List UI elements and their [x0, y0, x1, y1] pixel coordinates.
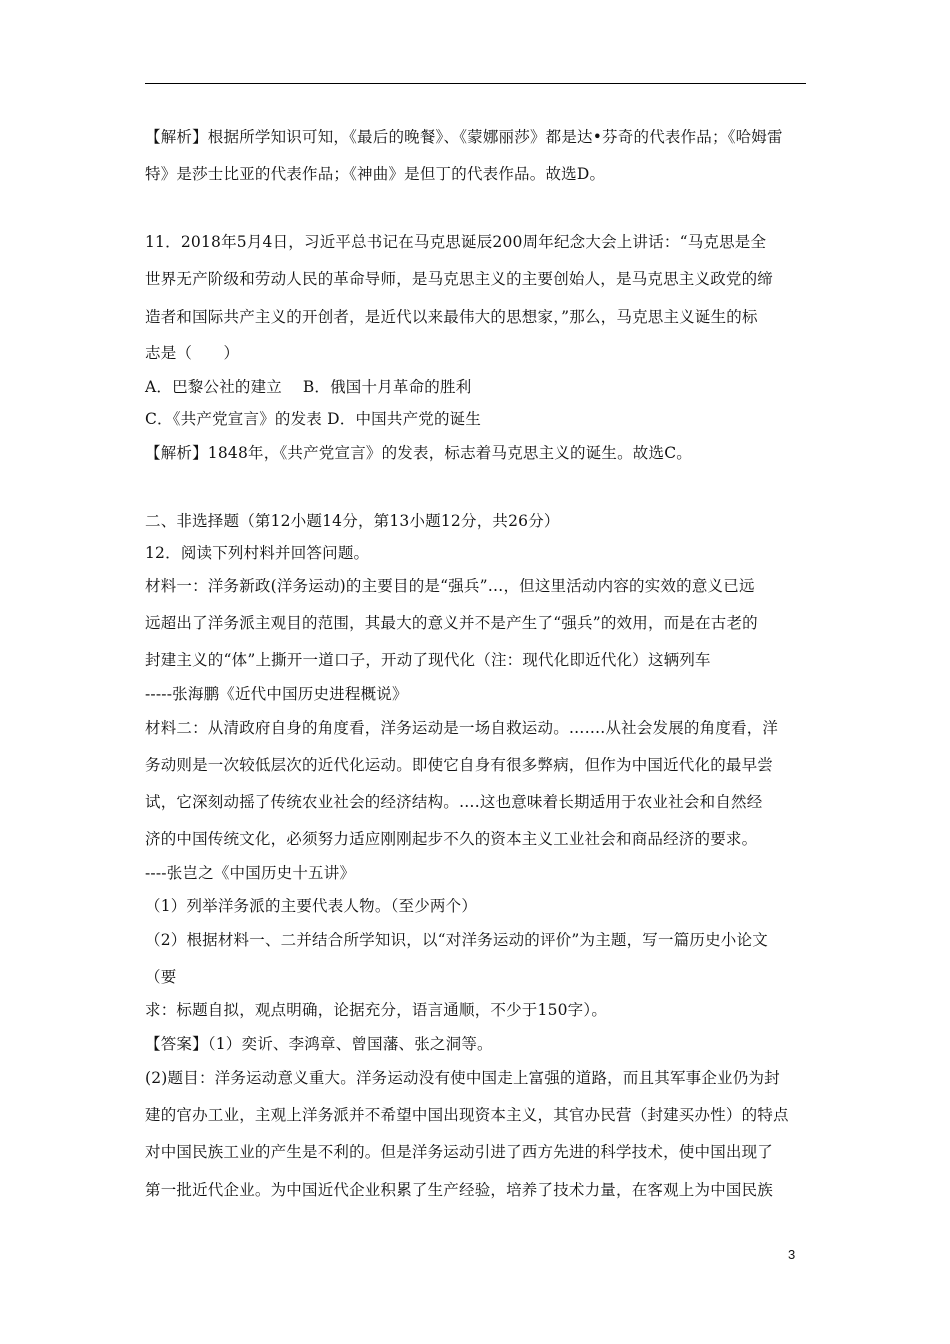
- analysis-q11: 【解析】1848年，《共产党宣言》的发表，标志着马克思主义的诞生。故选C。: [145, 444, 692, 462]
- question-12-part1: （1）列举洋务派的主要代表人物。（至少两个）: [145, 897, 478, 915]
- material-1-source: -----张海鹏《近代中国历史进程概说》: [145, 685, 408, 703]
- question-12-part2-line2: （要: [145, 968, 177, 986]
- answer-q12-part2-line1: (2)题目：洋务运动意义重大。洋务运动没有使中国走上富强的道路，而且其军事企业仍为封: [145, 1069, 780, 1087]
- material-2-line3: 试，它深刻动摇了传统农业社会的经济结构。….这也意味着长期适用于农业社会和自然经: [145, 793, 763, 811]
- answer-q12-part2-line3: 对中国民族工业的产生是不利的。但是洋务运动引进了西方先进的科学技术，使中国出现了: [145, 1143, 774, 1161]
- question-12-part2-line3: 求：标题自拟，观点明确，论据充分，语言通顺，不少于150字）。: [145, 1001, 608, 1019]
- answer-q12-part1: 【答案】（1）奕䜣、李鸿章、曾国藩、张之洞等。: [145, 1035, 493, 1053]
- question-11-line3: 造者和国际共产主义的开创者，是近代以来最伟大的思想家，”那么，马克思主义诞生的标: [145, 308, 758, 326]
- material-2-line4: 济的中国传统文化，必须努力适应刚刚起步不久的资本主义工业社会和商品经济的要求。: [145, 830, 758, 848]
- question-11-options-cd: C．《共产党宣言》的发表 D．中国共产党的诞生: [145, 410, 482, 428]
- material-1-line1: 材料一：洋务新政(洋务运动)的主要目的是“强兵”…，但这里活动内容的实效的意义已远: [145, 577, 755, 595]
- question-12-title: 12．阅读下列村料并回答问题。: [145, 544, 370, 562]
- material-2-source: ----张岂之《中国历史十五讲》: [145, 864, 356, 882]
- header-rule: [145, 83, 806, 84]
- page-number: 3: [788, 1247, 796, 1262]
- analysis-q10-line1: 【解析】根据所学知识可知，《最后的晚餐》、《蒙娜丽莎》都是达•芬奇的代表作品；《哈姆雷: [145, 128, 783, 146]
- answer-q12-part2-line4: 第一批近代企业。为中国近代企业积累了生产经验，培养了技术力量，在客观上为中国民族: [145, 1181, 774, 1199]
- material-2-line1: 材料二：从清政府自身的角度看，洋务运动是一场自救运动。…….从社会发展的角度看，洋: [145, 719, 779, 737]
- material-1-line2: 远超出了洋务派主观目的范围，其最大的意义并不是产生了“强兵”的效用，而是在古老的: [145, 614, 758, 632]
- material-1-line3: 封建主义的“体”上撕开一道口子，开动了现代化（注：现代化即近代化）这辆列车: [145, 651, 711, 669]
- section-heading-non-choice: 二、非选择题（第12小题14分，第13小题12分，共26分）: [145, 512, 560, 530]
- question-11-line1: 11．2018年5月4日，习近平总书记在马克思诞辰200周年纪念大会上讲话：“马克思是全: [145, 233, 767, 251]
- question-11-line2: 世界无产阶级和劳动人民的革命导师，是马克思主义的主要创始人，是马克思主义政党的缔: [145, 270, 774, 288]
- material-2-line2: 务动则是一次较低层次的近代化运动。即使它自身有很多弊病，但作为中国近代化的最早尝: [145, 756, 774, 774]
- analysis-q10-line2: 特》是莎士比亚的代表作品；《神曲》是但丁的代表作品。故选D。: [145, 165, 606, 183]
- answer-q12-part2-line2: 建的官办工业，主观上洋务派并不希望中国出现资本主义，其官办民营（封建买办性）的特点: [145, 1106, 789, 1124]
- question-11-options-ab: A．巴黎公社的建立 B．俄国十月革命的胜利: [145, 378, 472, 396]
- question-11-line4: 志是（ ）: [145, 344, 240, 362]
- question-12-part2-line1: （2）根据材料一、二并结合所学知识，以“对洋务运动的评价”为主题，写一篇历史小论文: [145, 931, 768, 949]
